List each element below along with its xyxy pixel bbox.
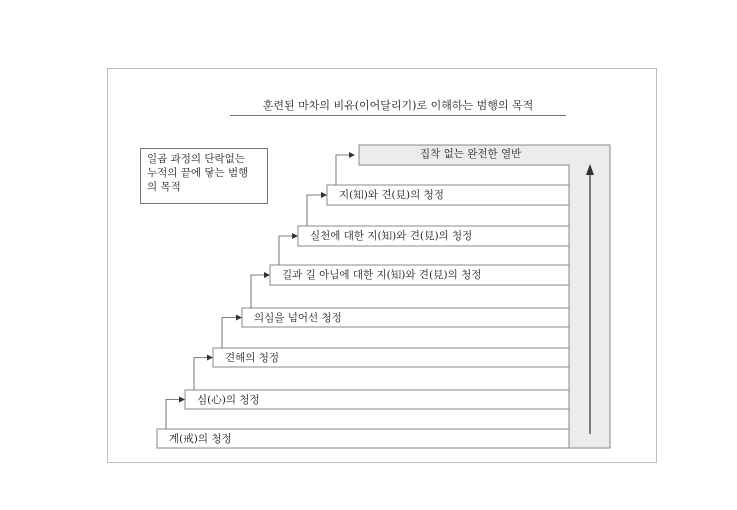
connector-5 [279,236,294,265]
arrowhead-3 [236,315,242,321]
note-line-2: 누적의 끝에 닿는 범행 [147,167,249,179]
connector-6 [307,195,323,226]
step-label-6: 실천에 대한 지(知)와 견(見)의 청정 [310,230,473,242]
connector-1 [166,400,181,430]
step-label-4: 의심을 넘어선 청정 [254,311,342,324]
note-line-3: 의 목적 [147,181,181,193]
step-label-7: 지(知)와 견(見)의 청정 [339,189,444,201]
arrowhead-5 [292,233,298,239]
connector-7 [336,155,351,185]
connector-4 [251,275,266,308]
arrowhead-6 [321,192,327,198]
arrowhead-2 [207,355,213,361]
arrowhead-7 [349,152,355,158]
step-label-5: 길과 길 아님에 대한 지(知)와 견(見)의 청정 [282,269,482,281]
step-label-2: 심(心)의 청정 [197,393,260,406]
step-label-1: 계(戒)의 청정 [169,432,232,445]
arrowhead-4 [264,272,270,278]
goal-label: 집착 없는 완전한 열반 [420,148,522,160]
connector-2 [194,358,209,391]
step-label-3: 견해의 청정 [225,351,280,364]
connector-3 [222,318,238,349]
diagram-title: 훈련된 마차의 비유(이어달리기)로 이해하는 범행의 목적 [230,99,566,116]
note-line-1: 일곱 과정의 단락없는 [147,153,245,165]
arrowhead-1 [179,397,185,403]
